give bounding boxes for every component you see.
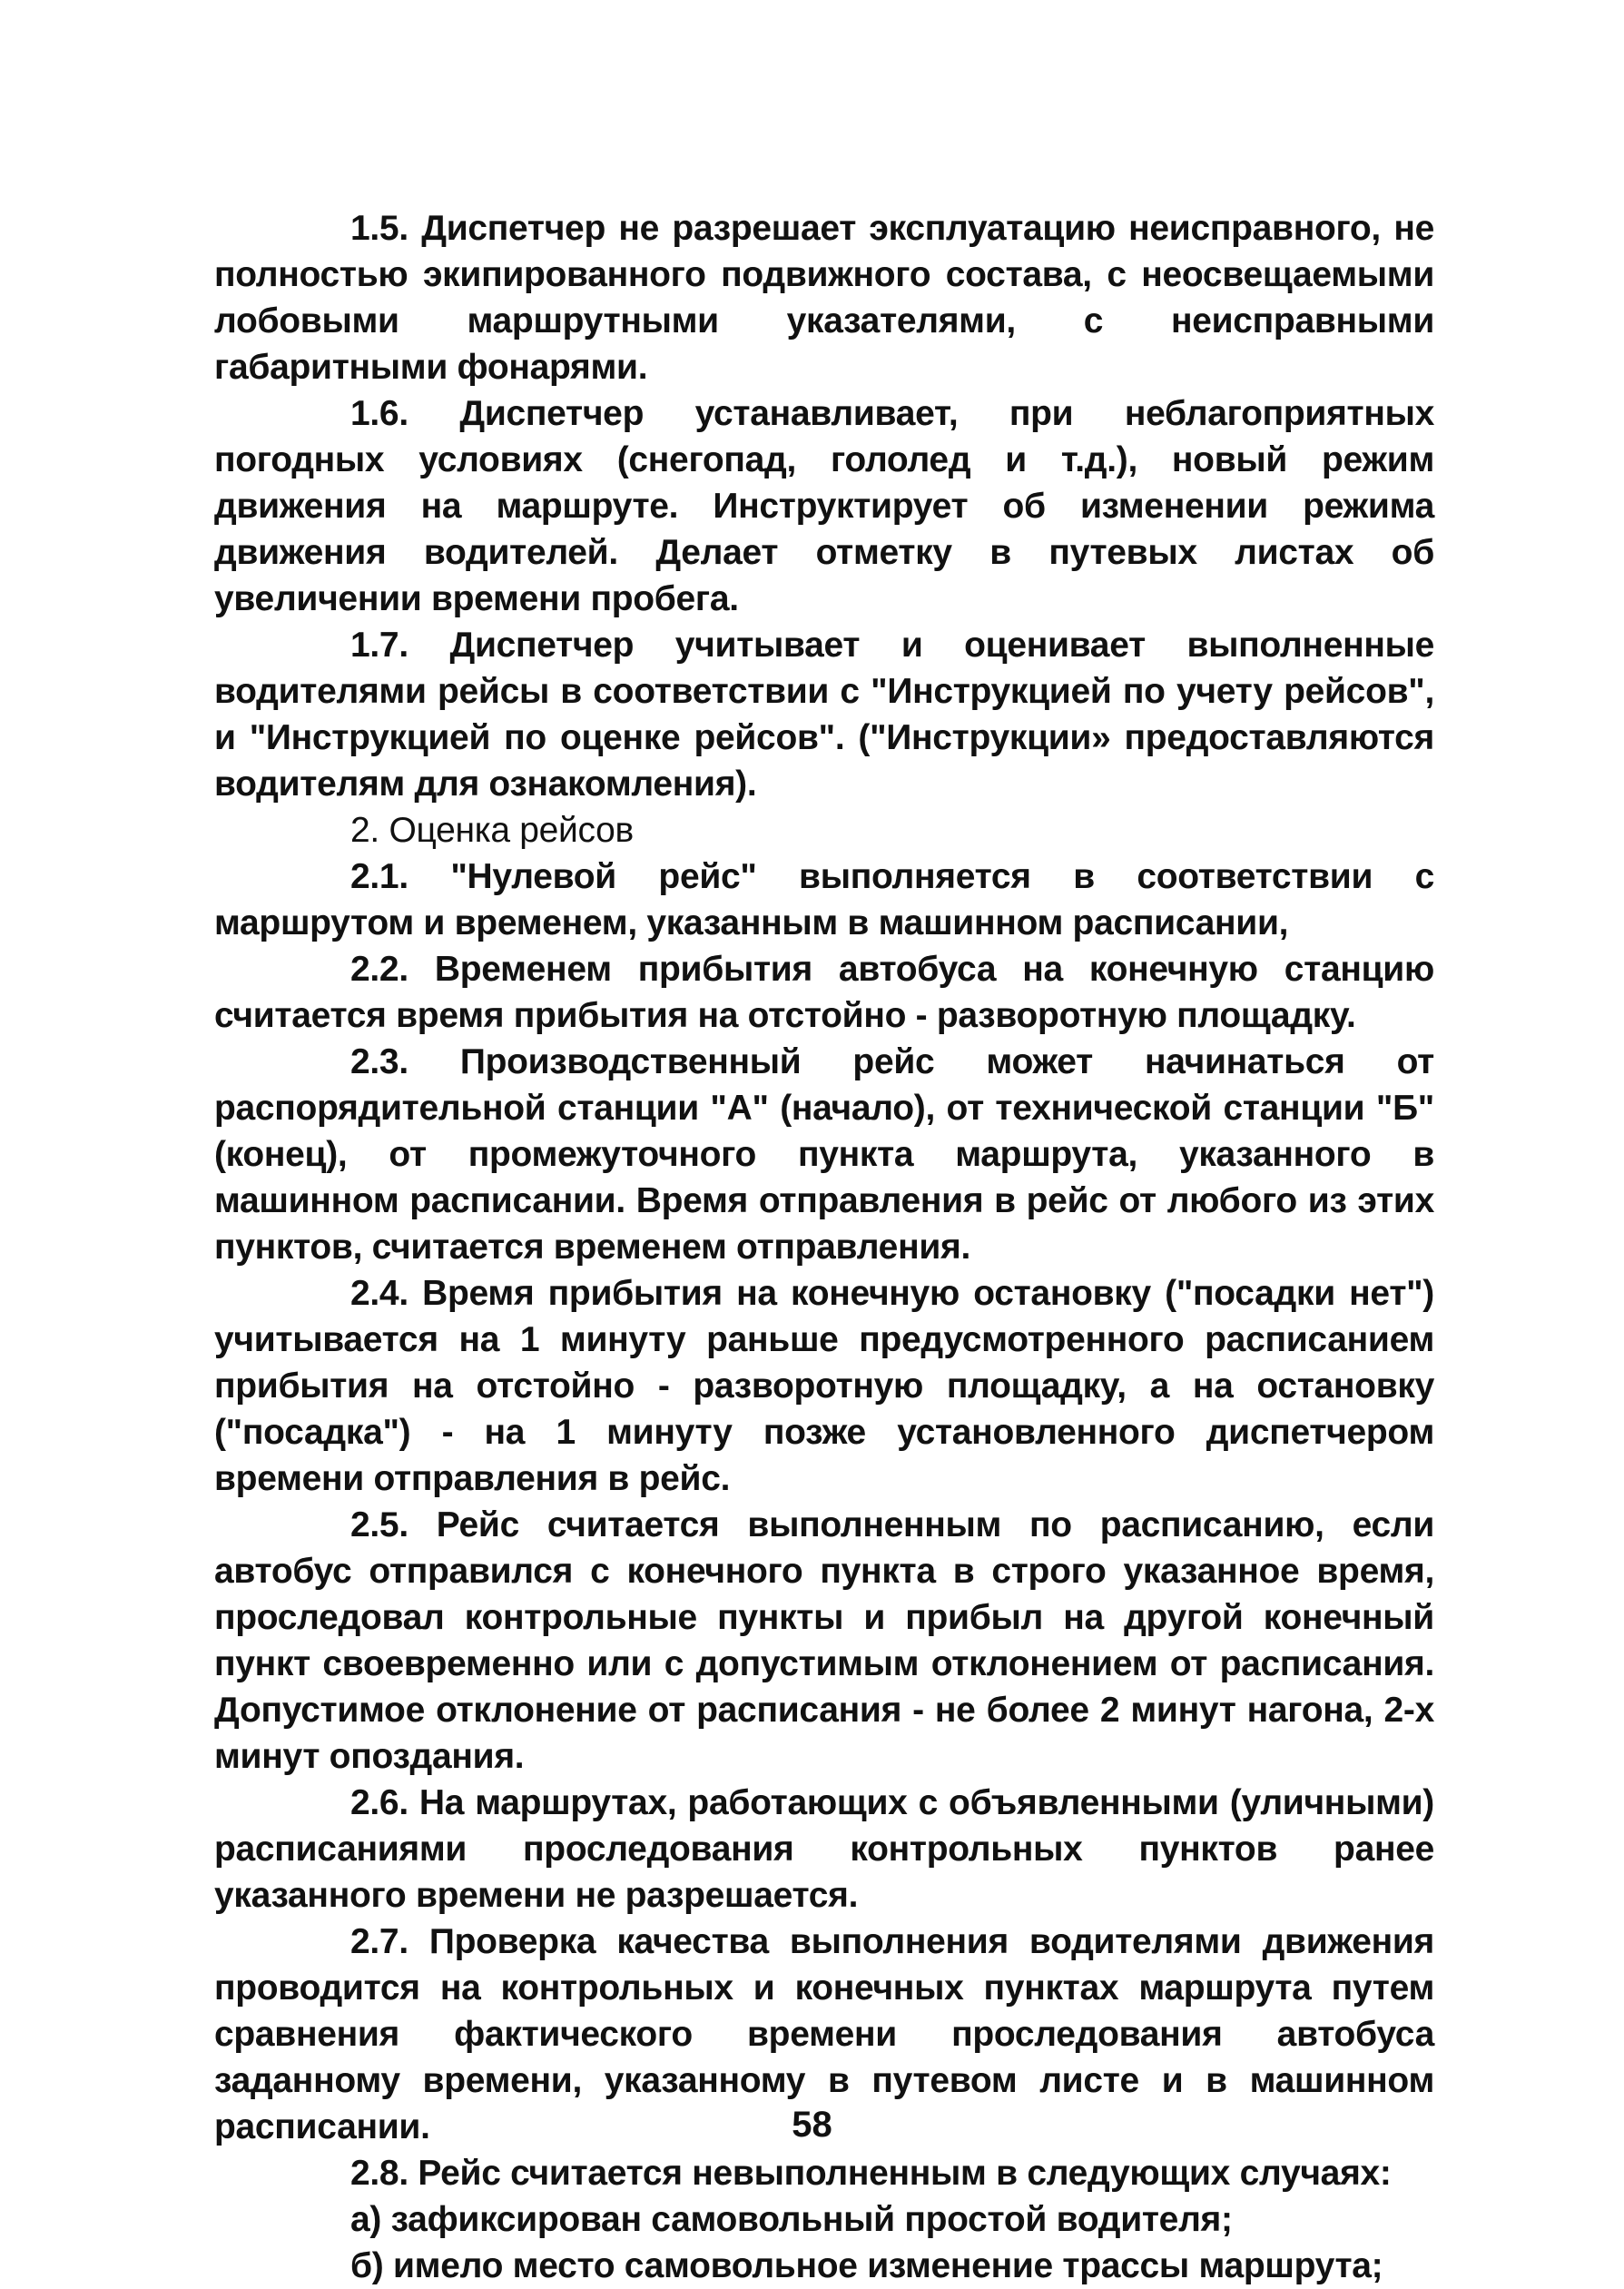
paragraph-2-8: 2.8. Рейс считается невыполненным в следующих случаях: (350, 2154, 1392, 2193)
paragraph-1-6: 1.6. Диспетчер устанавливает, при неблагоприятных погодных условиях (снегопад, гололед и т.д.), новый режим движения на маршруте. Инструктирует об изменении режима движения водителей. Делает отметку в путевых листах об увеличении времени пробега. (214, 394, 1434, 618)
paragraph-2-2: 2.2. Временем прибытия автобуса на конечную станцию считается время прибытия на отстойно - разворотную площадку. (214, 950, 1434, 1035)
section-heading-2: 2. Оценка рейсов (350, 811, 634, 850)
paragraph-2-3: 2.3. Производственный рейс может начинаться от распорядительной станции "А" (начало), от технической станции "Б" (конец), от промежуточного пункта маршрута, указанного в машинном расписании. Время отправления в рейс от любого из этих пунктов, считается временем отправления. (214, 1042, 1434, 1267)
list-item-a: а) зафиксирован самовольный простой водителя; (350, 2200, 1233, 2239)
paragraph-2-1: 2.1. "Нулевой рейс" выполняется в соответствии с маршрутом и временем, указанным в машинном расписании, (214, 857, 1434, 942)
paragraph-1-7: 1.7. Диспетчер учитывает и оценивает выполненные водителями рейсы в соответствии с "Инструкцией по учету рейсов", и "Инструкцией по оценке рейсов". ("Инструкции» предоставляются водителям для ознакомления). (214, 626, 1434, 804)
list-item-b: б) имело место самовольное изменение трассы маршрута; (350, 2246, 1383, 2285)
paragraph-2-7: 2.7. Проверка качества выполнения водителями движения проводится на контрольных и конечных пунктах маршрута путем сравнения фактического времени проследования автобуса заданному времени, указанному в путевом листе и в машинном расписании. (214, 1922, 1434, 2146)
paragraph-2-6: 2.6. На маршрутах, работающих с объявленными (уличными) расписаниями проследования контрольных пунктов ранее указанного времени не разрешается. (214, 1783, 1434, 1915)
paragraph-2-5: 2.5. Рейс считается выполненным по расписанию, если автобус отправился с конечного пункта в строго указанное время, проследовал контрольные пункты и прибыл на другой конечный пункт своевременно или с допустимым отклонением от расписания. Допустимое отклонение от расписания - не более 2 минут нагона, 2-х минут опоздания. (214, 1505, 1434, 1776)
paragraph-1-5: 1.5. Диспетчер не разрешает эксплуатацию неисправного, не полностью экипированного подвижного состава, с неосвещаемыми лобовыми маршрутными указателями, с неисправными габаритными фонарями. (214, 209, 1434, 387)
paragraph-2-4: 2.4. Время прибытия на конечную остановку ("посадки нет") учитывается на 1 минуту раньше предусмотренного расписанием прибытия на отстойно - разворотную площадку, а на остановку ("посадка") - на 1 минуту позже установленного диспетчером времени отправления в рейс. (214, 1274, 1434, 1498)
document-body (214, 205, 1434, 2289)
page-number: 58 (792, 2105, 832, 2145)
